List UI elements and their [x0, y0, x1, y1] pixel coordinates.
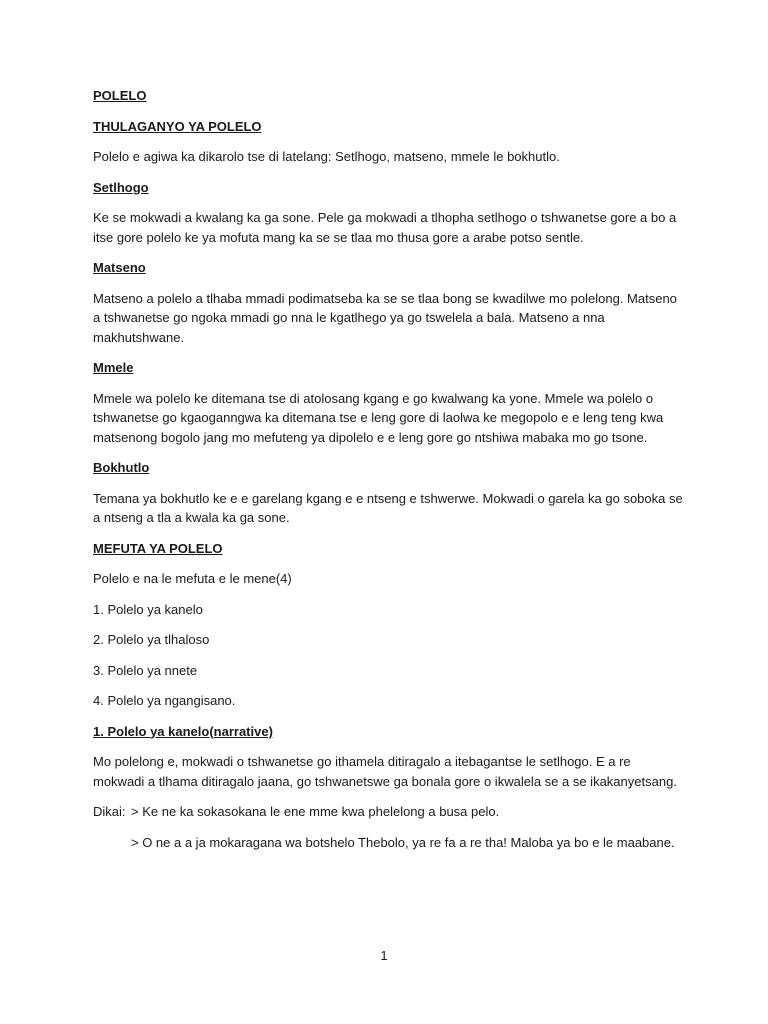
list-item: 2. Polelo ya tlhaloso: [93, 632, 210, 647]
list-item: 1. Polelo ya kanelo: [93, 601, 203, 617]
section-heading-thulaganyo: THULAGANYO YA POLELO: [93, 118, 262, 134]
document-title: POLELO: [93, 88, 147, 103]
example-label: Dikai:: [93, 804, 126, 819]
paragraph: Ke se mokwadi a kwalang ka ga sone. Pele ga mokwadi a tlhopha setlhogo o tshwanetse gore a bo a itse gore polelo ke ya mofuta mang ka se se tlaa mo thusa gore a arabe potso sentle.: [93, 210, 677, 245]
section-heading-mefuta: MEFUTA YA POLELO: [93, 540, 223, 556]
section-heading-matseno: Matseno: [93, 260, 146, 275]
example-text: > O ne a a ja mokaragana wa botshelo Thebolo, ya re fa a re tha! Maloba ya bo e le maabane.: [131, 834, 675, 850]
paragraph: Temana ya bokhutlo ke e e garelang kgang e e ntseng e tshwerwe. Mokwadi o garela ka go soboka se a ntseng a tla a kwala ka ga sone.: [93, 490, 683, 525]
paragraph: Matseno a polelo a tlhaba mmadi podimatseba ka se se tlaa bong se kwadilwe mo polelong. Matseno a tshwanetse go ngoka mmadi go nna le kgatlhego ya go tswelela a bala. Matseno a nna makhutshwane.: [93, 290, 677, 345]
example-line: [93, 833, 683, 853]
section-heading-setlhogo: Setlhogo: [93, 179, 149, 195]
page-number: 1: [380, 948, 388, 963]
example-text: > Ke ne ka sokasokana le ene mme kwa phelelong a busa pelo.: [131, 804, 500, 819]
document-page: [93, 86, 683, 863]
section-heading-kanelo: 1. Polelo ya kanelo(narrative): [93, 723, 273, 739]
paragraph: Mo polelong e, mokwadi o tshwanetse go ithamela ditiragalo a itebagantse le setlhogo. E a re mokwadi a tlhama ditiragalo jaana, go tshwanetswe ga bonala gore o ikwalela se a se ikakanyetsang.: [93, 754, 677, 789]
list-item: 4. Polelo ya ngangisano.: [93, 693, 236, 708]
list-item: 3. Polelo ya nnete: [93, 662, 198, 678]
example-line: [93, 802, 683, 822]
section-heading-bokhutlo: Bokhutlo: [93, 460, 150, 475]
paragraph: Polelo e agiwa ka dikarolo tse di latelang: Setlhogo, matseno, mmele le bokhutlo.: [93, 149, 560, 164]
paragraph: Mmele wa polelo ke ditemana tse di atolosang kgang e go kwalwang ka yone. Mmele wa polelo o tshwanetse go kgaoganngwa ka ditemana tse e leng gore di laolwa ke megopolo e e leng teng kwa matsenong bogolo jang mo mefuteng ya dipolelo e e leng gore go ntshiwa mabaka mo go tsone.: [93, 390, 664, 445]
paragraph: Polelo e na le mefuta e le mene(4): [93, 571, 292, 586]
section-heading-mmele: Mmele: [93, 360, 134, 375]
